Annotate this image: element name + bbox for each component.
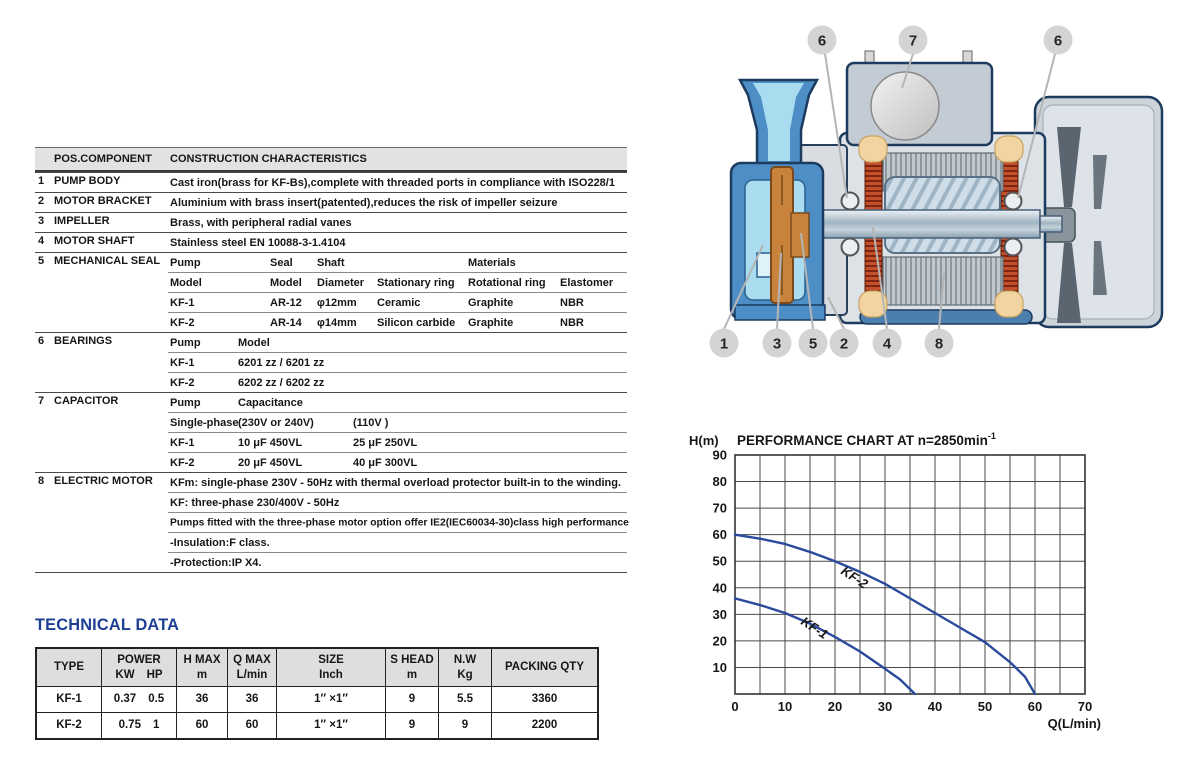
callout-2	[830, 329, 859, 358]
cell: Silicon carbide	[377, 316, 456, 329]
cell: Ceramic	[377, 296, 421, 309]
y-tick-label: 10	[712, 659, 727, 675]
seal-group-pump: Pump	[170, 256, 201, 269]
technical-data-table	[35, 647, 599, 740]
row-bearings	[35, 332, 627, 392]
curve-KF-1	[735, 598, 915, 694]
col-header-size: SIZE Inch	[276, 649, 385, 686]
cell-size: 1″ ×1″	[276, 712, 385, 738]
cell: Model	[238, 336, 270, 349]
callout-8	[925, 329, 954, 358]
col-header-qmax: Q MAX L/min	[227, 649, 276, 686]
cell-shead: 9	[385, 686, 438, 712]
row-mechanical-seal	[35, 252, 627, 332]
cell-type: KF-2	[37, 712, 101, 738]
cell: -Protection:IP X4.	[170, 556, 262, 569]
pos-number: 2	[38, 195, 45, 207]
cell: Pump	[170, 396, 201, 409]
svg-text:1: 1	[719, 335, 729, 353]
y-tick-label: 80	[712, 474, 727, 490]
cell: 25 μF 250VL	[353, 436, 418, 449]
y-tick-label: 50	[712, 553, 727, 569]
col-header-type: TYPE	[37, 649, 101, 686]
callout-6-right	[1044, 26, 1073, 55]
cell-size: 1″ ×1″	[276, 686, 385, 712]
x-tick-label: 50	[977, 699, 993, 714]
row-motor-bracket	[35, 192, 627, 212]
cell: φ14mm	[317, 316, 357, 329]
component-name: MOTOR BRACKET	[54, 195, 152, 207]
cell-nw: 9	[438, 712, 491, 738]
pos-number: 4	[38, 235, 45, 247]
seal-group-materials: Materials	[468, 256, 516, 269]
component-name: MECHANICAL SEAL	[54, 255, 161, 267]
x-tick-label: 70	[1077, 699, 1093, 714]
component-name: BEARINGS	[54, 335, 113, 347]
cell: Aluminium with brass insert(patented),reduces the risk of impeller seizure	[170, 196, 558, 209]
pump-cross-section-diagram	[695, 5, 1167, 373]
cell: KF-2	[170, 456, 195, 469]
y-tick-label: 20	[712, 633, 727, 649]
cell: 40 μF 300VL	[353, 456, 418, 469]
seal-group-shaft: Shaft	[317, 256, 345, 269]
cell: KF-1	[170, 356, 195, 369]
series-label-KF-1: KF-1	[798, 613, 831, 642]
cell: Pump	[170, 336, 201, 349]
y-axis-label: H(m)	[689, 433, 719, 448]
cell: KF-2	[170, 376, 195, 389]
svg-text:3: 3	[772, 335, 782, 353]
cell-power: 0.75 1	[101, 712, 176, 738]
component-name: IMPELLER	[54, 215, 110, 227]
cell-power: 0.37 0.5	[101, 686, 176, 712]
construction-table	[35, 147, 627, 573]
cell: (110V )	[353, 416, 389, 429]
component-name: PUMP BODY	[54, 175, 121, 187]
callout-7	[899, 26, 928, 55]
chart-title: PERFORMANCE CHART AT $n=2850\min^{-1}$	[737, 431, 996, 448]
component-name: MOTOR SHAFT	[54, 235, 135, 247]
cell: Model	[270, 276, 302, 289]
y-tick-label: 30	[712, 606, 727, 622]
performance-chart	[686, 428, 1116, 740]
pos-number: 3	[38, 215, 45, 227]
callout-5	[799, 329, 828, 358]
callout-4	[873, 329, 902, 358]
pos-component-header: POS.COMPONENT	[54, 153, 152, 165]
x-tick-label: 0	[731, 699, 739, 714]
cell: Pumps fitted with the three-phase motor option offer IE2(IEC60034-30)class high performance	[170, 517, 629, 528]
col-header-hmax: H MAX m	[176, 649, 227, 686]
cell: φ12mm	[317, 296, 357, 309]
cell: Single-phase	[170, 416, 239, 429]
row-capacitor	[35, 392, 627, 472]
svg-text:4: 4	[882, 335, 892, 353]
y-tick-label: 40	[712, 580, 727, 596]
pos-number: 7	[38, 395, 45, 407]
cell: 10 μF 450VL	[238, 436, 303, 449]
pos-number: 6	[38, 335, 45, 347]
cell-hmax: 60	[176, 712, 227, 738]
cell: 20 μF 450VL	[238, 456, 303, 469]
cell: Model	[170, 276, 202, 289]
capacitor-housing	[847, 51, 992, 145]
cell: KF-1	[170, 436, 195, 449]
technical-data-heading: TECHNICAL DATA	[35, 615, 180, 634]
pos-number: 1	[38, 175, 45, 187]
row-impeller	[35, 212, 627, 232]
cell: Stationary ring	[377, 276, 455, 289]
row-pump-body	[35, 172, 627, 192]
cell: Cast iron(brass for KF-Bs),complete with threaded ports in compliance with ISO228/1	[170, 176, 615, 189]
seal-group-seal: Seal	[270, 256, 293, 269]
callout-6-left	[808, 26, 837, 55]
cell: Elastomer	[560, 276, 614, 289]
col-header-power: POWER KW HP	[101, 649, 176, 686]
row-motor-shaft	[35, 232, 627, 252]
cell: NBR	[560, 316, 584, 329]
cell: Diameter	[317, 276, 365, 289]
callout-1	[710, 329, 739, 358]
cell: Stainless steel EN 10088-3-1.4104	[170, 236, 346, 249]
component-name: ELECTRIC MOTOR	[54, 475, 153, 487]
cell: Rotational ring	[468, 276, 546, 289]
cell-type: KF-1	[37, 686, 101, 712]
x-tick-label: 20	[827, 699, 843, 714]
cell: AR-14	[270, 316, 302, 329]
cell-qmax: 60	[227, 712, 276, 738]
cell: NBR	[560, 296, 584, 309]
x-axis-label: Q(L/min)	[1047, 716, 1101, 731]
y-tick-label: 70	[712, 500, 727, 516]
x-tick-label: 10	[777, 699, 793, 714]
cell: 6201 zz / 6201 zz	[238, 356, 325, 369]
cell: (230V or 240V)	[238, 416, 314, 429]
component-name: CAPACITOR	[54, 395, 119, 407]
svg-text:6: 6	[1053, 32, 1063, 50]
y-tick-label: 90	[712, 447, 727, 463]
svg-text:7: 7	[908, 32, 918, 50]
cell-shead: 9	[385, 712, 438, 738]
cell: Capacitance	[238, 396, 303, 409]
svg-text:5: 5	[808, 335, 818, 353]
cell-qmax: 36	[227, 686, 276, 712]
y-tick-label: 60	[712, 527, 727, 543]
col-header-nw: N.W Kg	[438, 649, 491, 686]
cell: KF-2	[170, 316, 195, 329]
cell-hmax: 36	[176, 686, 227, 712]
cell: KF-1	[170, 296, 195, 309]
pos-number: 8	[38, 475, 45, 487]
series-label-KF-2: KF-2	[838, 563, 871, 592]
x-tick-label: 30	[877, 699, 893, 714]
cell: Graphite	[468, 296, 514, 309]
cell: KFm: single-phase 230V - 50Hz with thermal overload protector built-in to the winding.	[170, 476, 622, 489]
x-tick-label: 40	[927, 699, 943, 714]
cell-packing: 2200	[491, 712, 597, 738]
capacitor	[871, 72, 939, 140]
cell: KF: three-phase 230/400V - 50Hz	[170, 496, 340, 509]
cell-packing: 3360	[491, 686, 597, 712]
pos-number: 5	[38, 255, 45, 267]
callout-3	[763, 329, 792, 358]
row-electric-motor	[35, 472, 627, 573]
cell-nw: 5.5	[438, 686, 491, 712]
cell: Brass, with peripheral radial vanes	[170, 216, 352, 229]
cell: 6202 zz / 6202 zz	[238, 376, 325, 389]
construction-table-header	[35, 147, 627, 172]
cell: -Insulation:F class.	[170, 536, 270, 549]
cell: AR-12	[270, 296, 302, 309]
x-tick-label: 60	[1027, 699, 1043, 714]
col-header-packing: PACKING QTY	[491, 649, 597, 686]
svg-text:2: 2	[839, 335, 849, 353]
col-header-shead: S HEAD m	[385, 649, 438, 686]
cell: Graphite	[468, 316, 514, 329]
construction-characteristics-header: CONSTRUCTION CHARACTERISTICS	[170, 153, 367, 165]
svg-text:6: 6	[817, 32, 827, 50]
svg-text:8: 8	[934, 335, 944, 353]
